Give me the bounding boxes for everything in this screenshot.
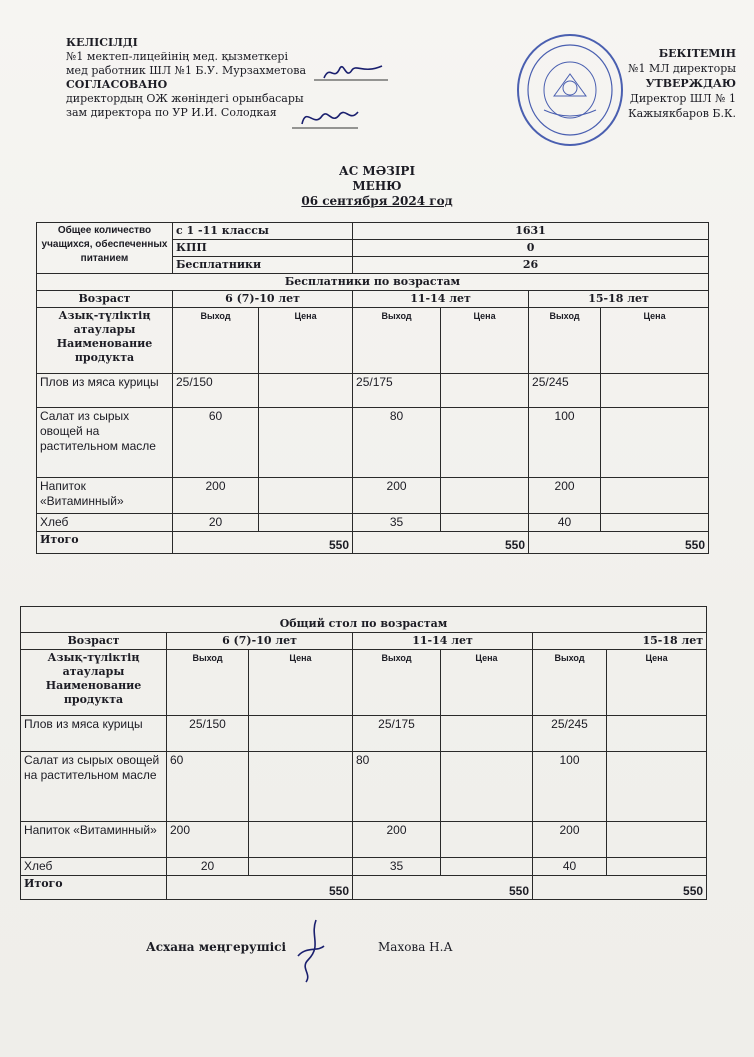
agreed-kz-heading: КЕЛІСІЛДІ <box>66 36 138 49</box>
total-label: Итого <box>21 876 167 900</box>
output-value: 25/175 <box>353 716 441 752</box>
free-meals-table <box>36 222 709 554</box>
output-value: 35 <box>353 514 441 532</box>
out-header: Выход <box>353 650 441 716</box>
price-header: Цена <box>441 650 533 716</box>
product-name: Хлеб <box>21 858 167 876</box>
output-value: 25/245 <box>529 374 601 408</box>
table-row <box>21 822 707 858</box>
age-group-header: 15-18 лет <box>529 291 709 308</box>
total-row <box>21 876 707 900</box>
product-header: Азық-түліктің атаулары Наименование продукта <box>21 650 167 716</box>
output-value: 200 <box>533 822 607 858</box>
age-group-header: 6 (7)-10 лет <box>173 291 353 308</box>
deputy-line-ru: зам директора по УР И.И. Солодкая <box>66 106 277 119</box>
general-table <box>20 606 707 900</box>
deputy-line-kz: директордың ОЖ жөніндегі орынбасары <box>66 92 304 105</box>
approve-ru-heading: УТВЕРЖДАЮ <box>645 77 736 90</box>
menu-title-ru: МЕНЮ <box>352 179 402 193</box>
column-header-row <box>37 308 709 374</box>
age-header-row <box>37 291 709 308</box>
menu-title-kz: АС МӘЗІРІ <box>338 164 416 178</box>
canteen-head-role: Асхана меңгерушісі <box>146 940 287 954</box>
output-value: 25/150 <box>173 374 259 408</box>
output-value: 200 <box>353 822 441 858</box>
age-group-header: 11-14 лет <box>353 291 529 308</box>
summary-row-name: с 1 -11 классы <box>173 223 353 240</box>
product-name: Плов из мяса курицы <box>37 374 173 408</box>
age-group-header: 6 (7)-10 лет <box>167 633 353 650</box>
total-value: 550 <box>173 532 353 554</box>
total-value: 550 <box>533 876 707 900</box>
age-header-row <box>21 633 707 650</box>
output-value: 20 <box>167 858 249 876</box>
table-row <box>21 752 707 822</box>
product-name: Салат из сырых овощей на растительном масле <box>21 752 167 822</box>
column-header-row <box>21 650 707 716</box>
out-header: Выход <box>167 650 249 716</box>
table-row <box>37 478 709 514</box>
output-value: 25/150 <box>167 716 249 752</box>
out-header: Выход <box>529 308 601 374</box>
medic-line-kz: №1 мектеп-лицейінің мед. қызметкері <box>66 50 288 63</box>
table1-title: Бесплатники по возрастам <box>37 274 709 291</box>
product-name: Плов из мяса курицы <box>21 716 167 752</box>
product-name: Хлеб <box>37 514 173 532</box>
menu-title <box>0 164 754 209</box>
table-row <box>37 408 709 478</box>
output-value: 100 <box>533 752 607 822</box>
table-row <box>37 514 709 532</box>
deputy-signature <box>292 104 364 134</box>
summary-row <box>37 223 709 240</box>
medic-line-ru: мед работник ШЛ №1 Б.У. Мурзахметова <box>66 64 307 77</box>
output-value: 60 <box>173 408 259 478</box>
output-value: 25/175 <box>353 374 441 408</box>
total-row <box>37 532 709 554</box>
output-value: 200 <box>173 478 259 514</box>
out-header: Выход <box>353 308 441 374</box>
approve-block <box>628 46 736 121</box>
output-value: 100 <box>529 408 601 478</box>
age-group-header: 11-14 лет <box>353 633 533 650</box>
table-row <box>21 858 707 876</box>
price-header: Цена <box>607 650 707 716</box>
out-header: Выход <box>533 650 607 716</box>
total-value: 550 <box>353 876 533 900</box>
director-name: Кажыякбаров Б.К. <box>628 107 736 120</box>
product-name: Напиток «Витаминный» <box>37 478 173 514</box>
summary-label: Общее количество учащихся, обеспеченных питанием <box>37 223 173 274</box>
price-header: Цена <box>441 308 529 374</box>
age-group-header: 15-18 лет <box>533 633 707 650</box>
price-header: Цена <box>601 308 709 374</box>
output-value: 60 <box>167 752 249 822</box>
age-header: Возраст <box>37 291 173 308</box>
canteen-head-signature <box>288 916 332 986</box>
summary-row-value: 1631 <box>353 223 709 240</box>
output-value: 200 <box>529 478 601 514</box>
school-seal-stamp <box>514 30 626 148</box>
director-line-ru: Директор ШЛ № 1 <box>629 92 736 105</box>
output-value: 20 <box>173 514 259 532</box>
menu-date: 06 сентября 2024 год <box>301 194 453 208</box>
canteen-head-name: Махова Н.А <box>378 940 453 954</box>
total-label: Итого <box>37 532 173 554</box>
director-line-kz: №1 МЛ директоры <box>628 62 736 75</box>
output-value: 80 <box>353 752 441 822</box>
product-name: Салат из сырых овощей на растительном масле <box>37 408 173 478</box>
output-value: 200 <box>353 478 441 514</box>
output-value: 200 <box>167 822 249 858</box>
output-value: 80 <box>353 408 441 478</box>
agreed-ru-heading: СОГЛАСОВАНО <box>66 78 168 91</box>
summary-row-value: 0 <box>353 240 709 257</box>
price-header: Цена <box>259 308 353 374</box>
summary-row-value: 26 <box>353 257 709 274</box>
product-name: Напиток «Витаминный» <box>21 822 167 858</box>
output-value: 40 <box>529 514 601 532</box>
total-value: 550 <box>353 532 529 554</box>
product-header: Азық-түліктің атаулары Наименование продукта <box>37 308 173 374</box>
summary-row-name: Бесплатники <box>173 257 353 274</box>
table-row <box>37 374 709 408</box>
table-row <box>21 716 707 752</box>
output-value: 25/245 <box>533 716 607 752</box>
table2-title: Общий стол по возрастам <box>21 607 707 633</box>
total-value: 550 <box>167 876 353 900</box>
price-header: Цена <box>249 650 353 716</box>
out-header: Выход <box>173 308 259 374</box>
agreed-block <box>66 36 306 120</box>
medic-signature <box>312 60 392 86</box>
output-value: 35 <box>353 858 441 876</box>
summary-row-name: КПП <box>173 240 353 257</box>
output-value: 40 <box>533 858 607 876</box>
total-value: 550 <box>529 532 709 554</box>
approve-kz-heading: БЕКІТЕМІН <box>658 47 736 60</box>
age-header: Возраст <box>21 633 167 650</box>
